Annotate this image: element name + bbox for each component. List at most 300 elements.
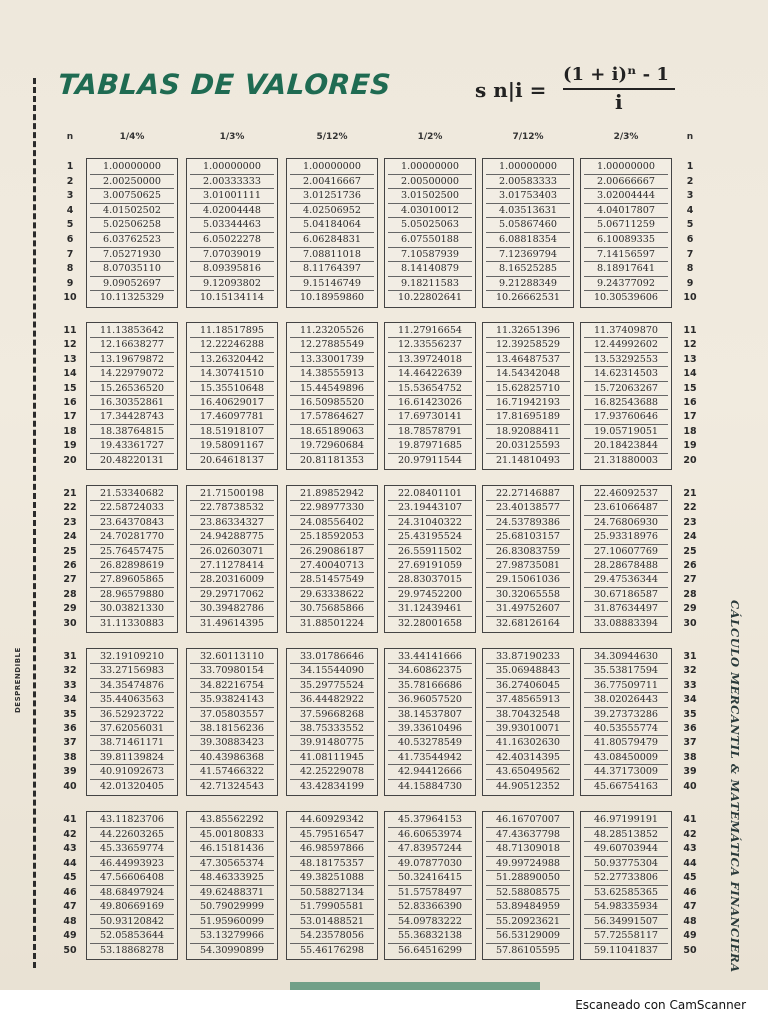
table-cell: 10.26662531 bbox=[495, 292, 561, 304]
table-cell: 24.76806930 bbox=[584, 516, 668, 530]
table-cell: 11.23205526 bbox=[290, 324, 374, 338]
row-number-right: 35 bbox=[683, 708, 697, 720]
row-number-right: 45 bbox=[683, 872, 697, 883]
table-cell: 25.68103157 bbox=[486, 530, 570, 544]
table-cell: 51.79905581 bbox=[290, 900, 374, 915]
row-number-right: 20 bbox=[683, 454, 697, 466]
table-cell: 21.89852942 bbox=[290, 487, 374, 501]
table-cell: 44.37173009 bbox=[584, 765, 668, 779]
table-cell: 14.22979072 bbox=[90, 367, 174, 381]
table-cell: 10.15134114 bbox=[199, 292, 265, 304]
table-cell: 24.94288775 bbox=[190, 530, 274, 544]
table-cell: 16.50985520 bbox=[290, 396, 374, 410]
table-cell: 10.18959860 bbox=[299, 292, 365, 304]
row-number-left: 34 bbox=[63, 694, 77, 706]
table-cell: 22.27146887 bbox=[486, 487, 570, 501]
table-cell: 28.51457549 bbox=[290, 573, 374, 587]
table-cell: 48.71309018 bbox=[486, 842, 570, 857]
row-number-left: 13 bbox=[63, 353, 77, 365]
table-cell: 5.02506258 bbox=[90, 218, 174, 233]
table-cell: 9.15146749 bbox=[290, 277, 374, 292]
row-number-left: 18 bbox=[63, 425, 77, 437]
table-cell: 40.53278549 bbox=[388, 736, 472, 750]
table-cell: 33.70980154 bbox=[190, 664, 274, 678]
row-number-left: 44 bbox=[63, 857, 77, 869]
table-cell: 10.11325329 bbox=[99, 292, 165, 304]
table-cell: 26.29086187 bbox=[290, 545, 374, 559]
row-number-right: 19 bbox=[683, 440, 697, 452]
table-cell: 29.47536344 bbox=[584, 573, 668, 587]
row-number-right: 22 bbox=[683, 502, 697, 514]
row-number-left: 6 bbox=[66, 234, 74, 245]
row-number-right: 11 bbox=[683, 325, 697, 336]
table-cell: 2.00416667 bbox=[290, 175, 374, 190]
table-cell: 18.51918107 bbox=[190, 425, 274, 439]
row-number-left: 15 bbox=[63, 382, 77, 394]
table-cell: 15.62825710 bbox=[486, 382, 570, 396]
table-cell: 45.66754163 bbox=[593, 780, 659, 792]
table-cell: 17.34428743 bbox=[90, 410, 174, 424]
table-cell: 48.28513852 bbox=[584, 828, 668, 843]
table-cell: 52.58808575 bbox=[486, 886, 570, 901]
table-cell: 4.03513631 bbox=[486, 204, 570, 219]
table-cell: 1.00000000 bbox=[190, 160, 274, 175]
table-cell: 32.60113110 bbox=[190, 650, 274, 664]
table-cell: 50.93120842 bbox=[90, 915, 174, 930]
table-cell: 46.16707007 bbox=[486, 813, 570, 828]
table-cell: 7.07039019 bbox=[190, 248, 274, 263]
table-cell: 48.18175357 bbox=[290, 857, 374, 872]
table-cell: 27.69191059 bbox=[388, 559, 472, 573]
table-cell: 20.18423844 bbox=[584, 439, 668, 453]
table-cell: 26.02603071 bbox=[190, 545, 274, 559]
table-cell: 19.43361727 bbox=[90, 439, 174, 453]
table-cell: 8.07035110 bbox=[90, 262, 174, 277]
table-cell: 52.83366390 bbox=[388, 900, 472, 915]
table-cell: 38.18156236 bbox=[190, 722, 274, 736]
table-cell: 11.13853642 bbox=[90, 324, 174, 338]
table-cell: 14.38555913 bbox=[290, 367, 374, 381]
table-cell: 30.03821330 bbox=[90, 602, 174, 616]
table-cell: 26.83083759 bbox=[486, 545, 570, 559]
table-cell: 56.34991507 bbox=[584, 915, 668, 930]
row-number-left: 23 bbox=[63, 516, 77, 528]
table-cell: 3.01251736 bbox=[290, 189, 374, 204]
table-cell: 53.62585365 bbox=[584, 886, 668, 901]
row-number-left: 41 bbox=[63, 814, 77, 825]
row-number-left: 32 bbox=[63, 665, 77, 677]
row-number-right: 42 bbox=[683, 828, 697, 840]
annuity-formula bbox=[475, 64, 685, 116]
table-cell: 5.04184064 bbox=[290, 218, 374, 233]
row-number-right: 46 bbox=[683, 886, 697, 898]
row-number-right: 15 bbox=[683, 382, 697, 394]
table-cell: 9.09052697 bbox=[90, 277, 174, 292]
row-number-right: 5 bbox=[686, 219, 694, 231]
table-cell: 24.70281770 bbox=[90, 530, 174, 544]
table-cell: 3.02004444 bbox=[584, 189, 668, 204]
row-number-left: 11 bbox=[63, 325, 77, 336]
row-number-right: 37 bbox=[683, 737, 697, 749]
table-cell: 9.21288349 bbox=[486, 277, 570, 292]
row-number-right: 10 bbox=[683, 292, 697, 304]
formula-numerator: (1 + i)ⁿ - 1 bbox=[563, 64, 669, 85]
table-cell: 8.11764397 bbox=[290, 262, 374, 277]
table-cell: 48.68497924 bbox=[90, 886, 174, 901]
table-cell: 41.73544942 bbox=[388, 751, 472, 765]
side-note: DESPRENDIBLE bbox=[14, 647, 22, 713]
scanner-footer bbox=[0, 990, 768, 1024]
table-cell: 54.30990899 bbox=[199, 944, 265, 956]
table-cell: 14.54342048 bbox=[486, 367, 570, 381]
row-number-right: 32 bbox=[683, 665, 697, 677]
table-cell: 36.27406045 bbox=[486, 679, 570, 693]
table-cell: 6.10089335 bbox=[584, 233, 668, 248]
row-number-left: 50 bbox=[63, 944, 77, 956]
table-cell: 5.06711259 bbox=[584, 218, 668, 233]
row-number-right: 34 bbox=[683, 694, 697, 706]
row-number-left: 47 bbox=[63, 901, 77, 912]
table-cell: 25.18592053 bbox=[290, 530, 374, 544]
table-cell: 1.00000000 bbox=[290, 160, 374, 175]
table-cell: 29.29717062 bbox=[190, 588, 274, 602]
table-cell: 31.12439461 bbox=[388, 602, 472, 616]
row-number-left: 9 bbox=[66, 277, 74, 289]
row-number-right: 43 bbox=[683, 843, 697, 854]
row-number-right: 30 bbox=[683, 617, 697, 629]
table-cell: 51.57578497 bbox=[388, 886, 472, 901]
table-cell: 54.98335934 bbox=[584, 900, 668, 915]
row-number-left: 8 bbox=[66, 263, 74, 275]
table-cell: 33.01786646 bbox=[290, 650, 374, 664]
row-number-left: 1 bbox=[66, 161, 74, 172]
table-cell: 56.64516299 bbox=[397, 944, 463, 956]
table-cell: 37.05803557 bbox=[190, 708, 274, 722]
table-cell: 44.60929342 bbox=[290, 813, 374, 828]
table-cell: 1.00000000 bbox=[584, 160, 668, 175]
row-number-left: 48 bbox=[63, 915, 77, 927]
row-number-left: 49 bbox=[63, 930, 77, 941]
row-number-right: 12 bbox=[683, 339, 697, 351]
row-number-left: 19 bbox=[63, 440, 77, 452]
table-cell: 19.87971685 bbox=[388, 439, 472, 453]
table-cell: 2.00666667 bbox=[584, 175, 668, 190]
row-number-left: 38 bbox=[63, 751, 77, 763]
table-cell: 33.08883394 bbox=[593, 617, 659, 629]
table-cell: 15.26536520 bbox=[90, 382, 174, 396]
table-cell: 3.01502500 bbox=[388, 189, 472, 204]
row-number-left: 39 bbox=[63, 766, 77, 778]
table-cell: 43.08450009 bbox=[584, 751, 668, 765]
table-cell: 41.80579479 bbox=[584, 736, 668, 750]
row-number-left: 37 bbox=[63, 737, 77, 749]
table-cell: 11.27916654 bbox=[388, 324, 472, 338]
table-cell: 38.70432548 bbox=[486, 708, 570, 722]
table-cell: 36.77509711 bbox=[584, 679, 668, 693]
table-cell: 46.97199191 bbox=[584, 813, 668, 828]
formula-denominator: i bbox=[615, 90, 623, 114]
table-cell: 35.78166686 bbox=[388, 679, 472, 693]
table-cell: 34.82216754 bbox=[190, 679, 274, 693]
table-cell: 13.46487537 bbox=[486, 353, 570, 367]
table-cell: 27.40040713 bbox=[290, 559, 374, 573]
row-number-left: 30 bbox=[63, 617, 77, 629]
table-cell: 37.48565913 bbox=[486, 693, 570, 707]
table-cell: 2.00250000 bbox=[90, 175, 174, 190]
table-cell: 59.11041837 bbox=[593, 944, 659, 956]
table-cell: 7.08811018 bbox=[290, 248, 374, 263]
row-number-left: 28 bbox=[63, 588, 77, 600]
table-cell: 10.30539606 bbox=[593, 292, 659, 304]
table-cell: 20.64618137 bbox=[199, 454, 265, 466]
row-number-left: 7 bbox=[66, 248, 74, 260]
row-number-right: 29 bbox=[683, 603, 697, 615]
table-cell: 50.79029999 bbox=[190, 900, 274, 915]
table-cell: 18.65189063 bbox=[290, 425, 374, 439]
row-number-left: 12 bbox=[63, 339, 77, 351]
table-cell: 17.69730141 bbox=[388, 410, 472, 424]
table-cell: 11.18517895 bbox=[190, 324, 274, 338]
table-cell: 31.11330883 bbox=[99, 617, 165, 629]
row-number-left: 36 bbox=[63, 723, 77, 734]
table-cell: 25.43195524 bbox=[388, 530, 472, 544]
table-cell: 4.04017807 bbox=[584, 204, 668, 219]
table-cell: 31.87634497 bbox=[584, 602, 668, 616]
row-number-left: 2 bbox=[66, 175, 74, 187]
table-cell: 39.33610496 bbox=[388, 722, 472, 736]
row-number-left: 14 bbox=[63, 368, 77, 380]
scanner-stamp: Escaneado con CamScanner bbox=[575, 998, 746, 1012]
table-cell: 43.42834199 bbox=[299, 780, 365, 792]
table-cell: 46.98597866 bbox=[290, 842, 374, 857]
table-cell: 3.01753403 bbox=[486, 189, 570, 204]
table-cell: 39.27373286 bbox=[584, 708, 668, 722]
table-cell: 32.28001658 bbox=[397, 617, 463, 629]
table-cell: 36.96057520 bbox=[388, 693, 472, 707]
table-cell: 23.40138577 bbox=[486, 501, 570, 515]
row-number-left: 29 bbox=[63, 603, 77, 615]
row-number-right: 39 bbox=[683, 766, 697, 778]
table-cell: 42.40314395 bbox=[486, 751, 570, 765]
table-cell: 46.15181436 bbox=[190, 842, 274, 857]
column-header: 5/12% bbox=[316, 132, 348, 142]
row-number-right: 18 bbox=[683, 425, 697, 437]
table-cell: 7.12369794 bbox=[486, 248, 570, 263]
table-cell: 27.10607769 bbox=[584, 545, 668, 559]
row-number-right: 40 bbox=[683, 780, 697, 792]
table-cell: 53.89484959 bbox=[486, 900, 570, 915]
table-cell: 38.75333552 bbox=[290, 722, 374, 736]
row-number-left: 4 bbox=[66, 204, 74, 216]
row-number-left: 24 bbox=[63, 531, 77, 543]
row-number-right: 6 bbox=[686, 234, 694, 245]
table-cell: 35.53817594 bbox=[584, 664, 668, 678]
table-cell: 13.33001739 bbox=[290, 353, 374, 367]
table-cell: 28.83037015 bbox=[388, 573, 472, 587]
table-cell: 36.44482922 bbox=[290, 693, 374, 707]
table-cell: 24.53789386 bbox=[486, 516, 570, 530]
row-number-right: 8 bbox=[686, 263, 694, 275]
table-cell: 35.93824143 bbox=[190, 693, 274, 707]
table-cell: 26.55911502 bbox=[388, 545, 472, 559]
table-cell: 47.43637798 bbox=[486, 828, 570, 843]
table-cell: 48.46333925 bbox=[190, 871, 274, 886]
table-cell: 1.00000000 bbox=[388, 160, 472, 175]
table-cell: 10.22802641 bbox=[397, 292, 463, 304]
table-cell: 12.16638277 bbox=[90, 338, 174, 352]
table-cell: 5.03344463 bbox=[190, 218, 274, 233]
table-cell: 41.57466322 bbox=[190, 765, 274, 779]
table-cell: 25.76457475 bbox=[90, 545, 174, 559]
row-number-left: 42 bbox=[63, 828, 77, 840]
table-cell: 35.29775524 bbox=[290, 679, 374, 693]
row-number-left: 17 bbox=[63, 411, 77, 423]
row-number-right: 3 bbox=[686, 190, 694, 202]
table-cell: 33.87190233 bbox=[486, 650, 570, 664]
table-cell: 56.53129009 bbox=[486, 929, 570, 944]
perforated-edge bbox=[33, 78, 36, 968]
table-cell: 46.60653974 bbox=[388, 828, 472, 843]
row-number-right: 9 bbox=[686, 277, 694, 289]
table-cell: 18.78578791 bbox=[388, 425, 472, 439]
table-cell: 18.38764815 bbox=[90, 425, 174, 439]
table-cell: 27.89605865 bbox=[90, 573, 174, 587]
row-number-right: 38 bbox=[683, 751, 697, 763]
table-cell: 52.27733806 bbox=[584, 871, 668, 886]
table-cell: 55.46176298 bbox=[299, 944, 365, 956]
table-cell: 17.81695189 bbox=[486, 410, 570, 424]
table-cell: 23.64370843 bbox=[90, 516, 174, 530]
table-cell: 21.53340682 bbox=[90, 487, 174, 501]
table-cell: 30.32065558 bbox=[486, 588, 570, 602]
table-cell: 13.39724018 bbox=[388, 353, 472, 367]
table-cell: 14.62314503 bbox=[584, 367, 668, 381]
table-cell: 16.30352861 bbox=[90, 396, 174, 410]
table-cell: 29.63338622 bbox=[290, 588, 374, 602]
row-number-left: 35 bbox=[63, 708, 77, 720]
column-header: 1/4% bbox=[119, 132, 145, 142]
table-cell: 2.00583333 bbox=[486, 175, 570, 190]
table-cell: 51.95960099 bbox=[190, 915, 274, 930]
table-cell: 4.02004448 bbox=[190, 204, 274, 219]
table-cell: 11.37409870 bbox=[584, 324, 668, 338]
table-cell: 41.08111945 bbox=[290, 751, 374, 765]
table-cell: 37.62056031 bbox=[90, 722, 174, 736]
table-cell: 30.75685866 bbox=[290, 602, 374, 616]
row-number-left: 25 bbox=[63, 545, 77, 557]
table-cell: 19.72960684 bbox=[290, 439, 374, 453]
table-cell: 43.11823706 bbox=[90, 813, 174, 828]
column-header: 7/12% bbox=[512, 132, 544, 142]
table-cell: 24.31040322 bbox=[388, 516, 472, 530]
column-header: 1/2% bbox=[417, 132, 443, 142]
table-cell: 22.58724033 bbox=[90, 501, 174, 515]
table-cell: 22.08401101 bbox=[388, 487, 472, 501]
table-cell: 20.48220131 bbox=[99, 454, 165, 466]
table-cell: 57.86105595 bbox=[495, 944, 561, 956]
table-cell: 16.71942193 bbox=[486, 396, 570, 410]
table-cell: 45.79516547 bbox=[290, 828, 374, 843]
n-header-right: n bbox=[686, 132, 694, 142]
row-number-right: 7 bbox=[686, 248, 694, 260]
table-cell: 4.03010012 bbox=[388, 204, 472, 219]
table-cell: 35.06948843 bbox=[486, 664, 570, 678]
table-cell: 29.15061036 bbox=[486, 573, 570, 587]
table-cell: 28.28678488 bbox=[584, 559, 668, 573]
column-header: 2/3% bbox=[613, 132, 639, 142]
row-number-right: 48 bbox=[683, 915, 697, 927]
table-cell: 12.27885549 bbox=[290, 338, 374, 352]
n-header-left: n bbox=[66, 132, 74, 142]
table-cell: 49.80669169 bbox=[90, 900, 174, 915]
table-cell: 13.19679872 bbox=[90, 353, 174, 367]
table-cell: 23.19443107 bbox=[388, 501, 472, 515]
row-number-right: 23 bbox=[683, 516, 697, 528]
table-cell: 26.82898619 bbox=[90, 559, 174, 573]
table-cell: 47.30565374 bbox=[190, 857, 274, 872]
table-cell: 33.44141666 bbox=[388, 650, 472, 664]
table-cell: 23.86334327 bbox=[190, 516, 274, 530]
table-cell: 39.91480775 bbox=[290, 736, 374, 750]
table-cell: 16.82543688 bbox=[584, 396, 668, 410]
table-cell: 51.28890050 bbox=[486, 871, 570, 886]
row-number-left: 3 bbox=[66, 190, 74, 202]
row-number-right: 16 bbox=[683, 397, 697, 408]
table-cell: 28.20316009 bbox=[190, 573, 274, 587]
table-cell: 6.06284831 bbox=[290, 233, 374, 248]
row-number-left: 16 bbox=[63, 397, 77, 408]
row-number-right: 41 bbox=[683, 814, 697, 825]
table-cell: 21.71500198 bbox=[190, 487, 274, 501]
table-cell: 49.99724988 bbox=[486, 857, 570, 872]
row-number-right: 27 bbox=[683, 574, 697, 586]
table-cell: 50.32416415 bbox=[388, 871, 472, 886]
table-cell: 23.61066487 bbox=[584, 501, 668, 515]
table-cell: 7.05271930 bbox=[90, 248, 174, 263]
row-number-left: 45 bbox=[63, 872, 77, 883]
table-cell: 34.35474876 bbox=[90, 679, 174, 693]
table-cell: 31.49752607 bbox=[486, 602, 570, 616]
page-title: TABLAS DE VALORES bbox=[56, 68, 393, 101]
table-cell: 40.43986368 bbox=[190, 751, 274, 765]
table-cell: 8.18917641 bbox=[584, 262, 668, 277]
table-cell: 1.00000000 bbox=[90, 160, 174, 175]
table-cell: 22.46092537 bbox=[584, 487, 668, 501]
table-cell: 41.16302630 bbox=[486, 736, 570, 750]
table-cell: 3.01001111 bbox=[190, 189, 274, 204]
row-number-right: 24 bbox=[683, 531, 697, 543]
table-cell: 9.12093802 bbox=[190, 277, 274, 292]
table-cell: 47.56606408 bbox=[90, 871, 174, 886]
table-cell: 43.65049562 bbox=[486, 765, 570, 779]
table-cell: 17.93760646 bbox=[584, 410, 668, 424]
row-number-right: 13 bbox=[683, 353, 697, 365]
table-cell: 32.19109210 bbox=[90, 650, 174, 664]
formula-lhs: s n|i = bbox=[475, 78, 547, 102]
table-cell: 20.81181353 bbox=[299, 454, 365, 466]
table-cell: 9.18211583 bbox=[388, 277, 472, 292]
table-cell: 49.07877030 bbox=[388, 857, 472, 872]
table-cell: 53.01488521 bbox=[290, 915, 374, 930]
table-cell: 17.57864627 bbox=[290, 410, 374, 424]
table-cell: 13.53292553 bbox=[584, 353, 668, 367]
book-side-title: CÁLCULO MERCANTIL & MATEMÁTICA FINANCIERA bbox=[728, 600, 742, 973]
table-cell: 14.30741510 bbox=[190, 367, 274, 381]
table-cell: 46.44993923 bbox=[90, 857, 174, 872]
table-cell: 40.91092673 bbox=[90, 765, 174, 779]
table-cell: 19.05719051 bbox=[584, 425, 668, 439]
table-cell: 4.01502502 bbox=[90, 204, 174, 219]
